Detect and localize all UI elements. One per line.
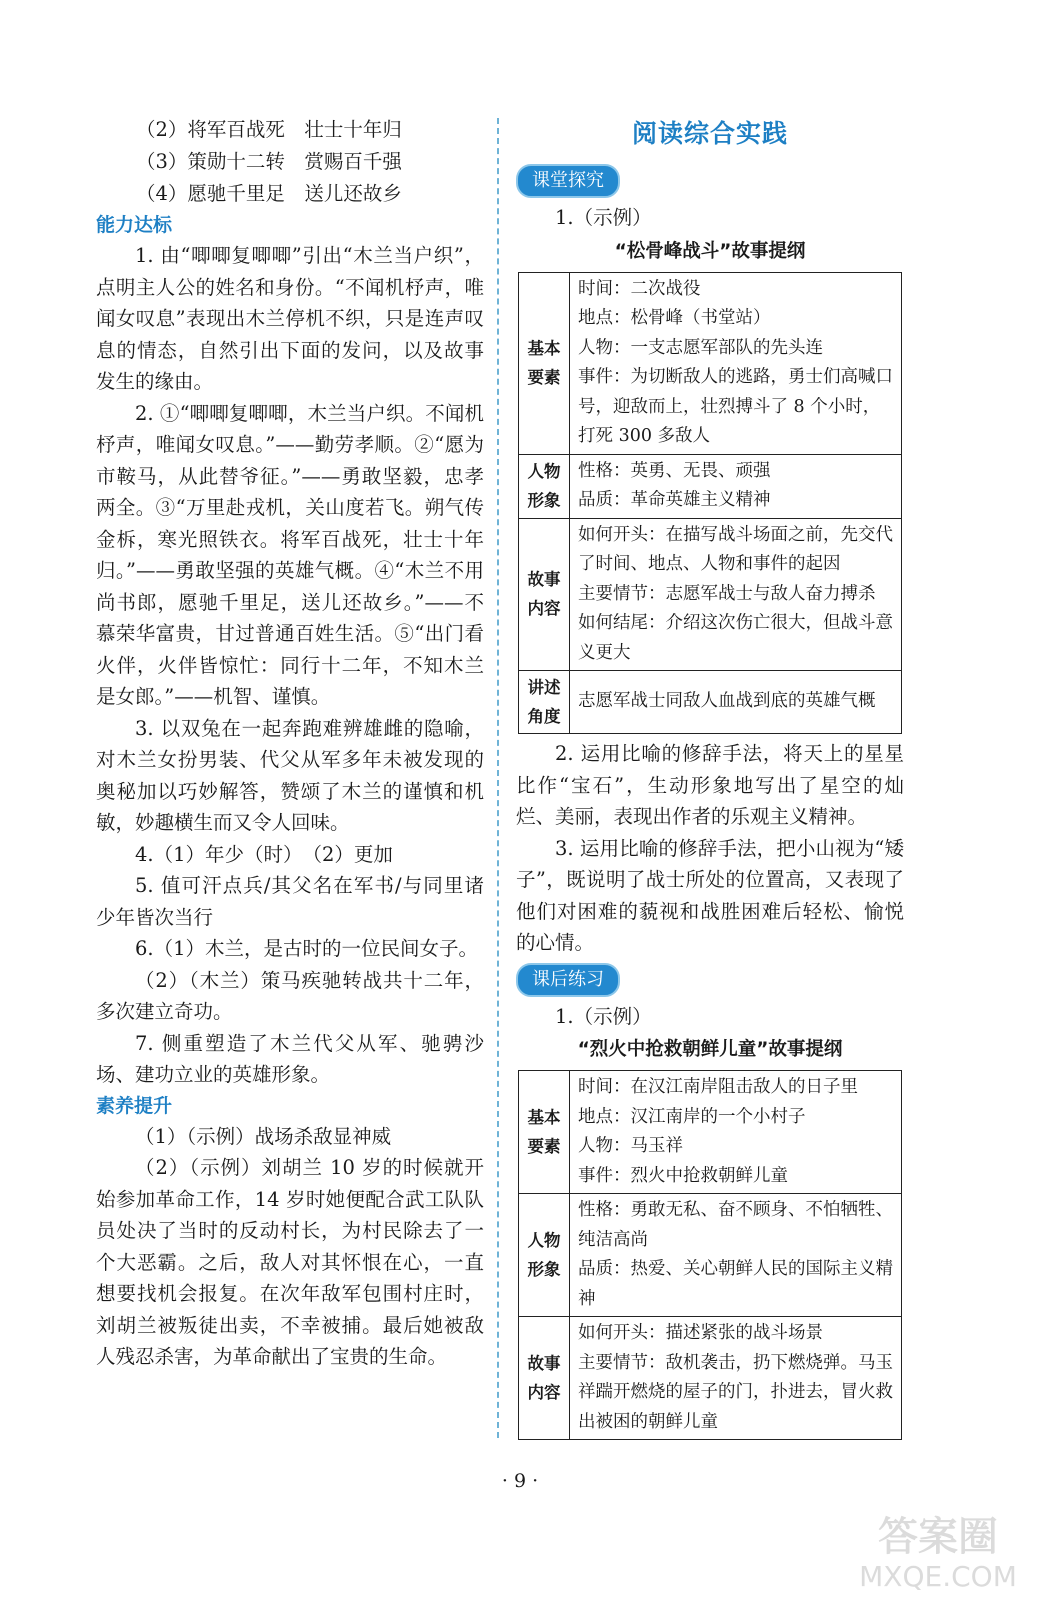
answer-5: 5. 值可汗点兵/其父名在军书/与同里诸少年皆次当行 (96, 874, 484, 929)
svg-text:答案圈: 答案圈 (878, 1514, 998, 1560)
page-number: · 9 · (501, 1470, 539, 1492)
answer-literacy-1: （1）（示例）战场杀敌显神威 (135, 1124, 392, 1148)
row-content: 时间：在汉江南岸阻击敌人的日子里 地点：汉江南岸的一个小村子 人物：马玉祥 事件：烈火中抢救朝鲜儿童 (570, 1071, 902, 1194)
answer-r4: 1.（示例） (555, 1004, 652, 1028)
answer-3: 3. 以双兔在一起奔跑难辨雄雌的隐喻，对木兰女扮男装、代父从军多年未被发现的奥秘加以巧妙解答，赞颂了木兰的谨慎和机敏，妙趣横生而又令人回味。 (96, 716, 484, 834)
row-content: 志愿军战士同敌人血战到底的英雄气概 (570, 671, 902, 734)
row-content: 时间：二次战役 地点：松骨峰（书堂站） 人物：一支志愿军部队的先头连 事件：为切断敌人的逃路，勇士们高喊口号，迎敌而上，壮烈搏斗了 8 个小时，打死 300 多敌人 (570, 272, 902, 454)
svg-text:MXQE.COM: MXQE.COM (859, 1560, 1017, 1593)
outline-table-2 (518, 1070, 902, 1440)
pill-homework: 课后练习 (516, 963, 620, 997)
pill-classroom: 课堂探究 (516, 164, 620, 198)
row-label: 人物 形象 (519, 1194, 570, 1317)
row-content: 性格：英勇、无畏、顽强 品质：革命英雄主义精神 (570, 454, 902, 518)
column-divider (497, 118, 499, 1438)
answer-6a: 6.（1）木兰，是古时的一位民间女子。 (135, 937, 479, 960)
table-row (519, 272, 902, 454)
answer-6b: （2）（木兰）策马疾驰转战共十二年，多次建立奇功。 (96, 968, 484, 1023)
outline-table-1 (518, 272, 902, 735)
answer-4: 4.（1）年少（时） （2）更加 (135, 842, 393, 866)
answer-r3: 3. 运用比喻的修辞手法，把小山视为“矮子”，既说明了战士所处的位置高，又表现了他们对困难的藐视和战胜困难后轻松、愉悦的心情。 (516, 836, 904, 954)
answer-r1: 1.（示例） (555, 206, 652, 229)
answer-7: 7. 侧重塑造了木兰代父从军、驰骋沙场、建功立业的英雄形象。 (96, 1031, 484, 1086)
row-content: 性格：勇敢无私、奋不顾身、不怕牺牲、纯洁高尚 品质：热爱、关心朝鲜人民的国际主义精神 (570, 1194, 902, 1317)
watermark-logo (848, 1502, 1028, 1594)
row-content: 如何开头：在描写战斗场面之前，先交代了时间、地点、人物和事件的起因 主要情节：志愿军战士与敌人奋力搏杀 如何结尾：介绍这次伤亡很大，但战斗意义更大 (570, 518, 902, 671)
row-label: 基本 要素 (519, 272, 570, 454)
row-label: 故事 内容 (519, 1317, 570, 1440)
right-column (516, 114, 904, 1444)
outline-title-1: “松骨峰战斗”故事提纲 (614, 240, 806, 262)
section-title: 阅读综合实践 (631, 119, 788, 148)
row-label: 讲述 角度 (519, 671, 570, 734)
poem-line: （4）愿驰千里足 送儿还故乡 (136, 182, 402, 205)
table-row (519, 1194, 902, 1317)
table-row (519, 671, 902, 734)
table-row (519, 1317, 902, 1440)
outline-title-2: “烈火中抢救朝鲜儿童”故事提纲 (577, 1039, 843, 1060)
answer-1: 1. 由“唧唧复唧唧”引出“木兰当户织”，点明主人公的姓名和身份。“不闻机杼声，唯闻女叹息”表现出木兰停机不织，只是连声叹息的情态，自然引出下面的发问，以及故事发生的缘由。 (96, 244, 484, 393)
left-column (96, 114, 484, 1373)
heading-literacy: 素养提升 (96, 1094, 173, 1117)
table-row (519, 454, 902, 518)
poem-line: （2）将军百战死 壮士十年归 (136, 118, 402, 141)
answer-literacy-2: （2）（示例）刘胡兰 10 岁的时候就开始参加革命工作，14 岁时她便配合武工队队员处决了当时的反动村长，为村民除去了一个大恶霸。之后，敌人对其怀恨在心，一直想要找机会报复。在次年敌军包围村庄时，刘胡兰被叛徒出卖，不幸被捕。最后她被敌人残忍杀害，为革命献出了宝贵的生命。 (96, 1156, 484, 1368)
poem-line: （3）策勋十二转 赏赐百千强 (136, 150, 402, 173)
answer-2: 2. ①“唧唧复唧唧，木兰当户织。不闻机杼声，唯闻女叹息。”——勤劳孝顺。②“愿为市鞍马，从此替爷征。”——勇敢坚毅，忠孝两全。③“万里赴戎机，关山度若飞。朔气传金柝，寒光照铁衣。将军百战死，壮士十年归。”——勇敢坚强的英雄气概。④“木兰不用尚书郎，愿驰千里足，送儿还故乡。”——不慕荣华富贵，甘过普通百姓生活。⑤“出门看火伴，火伴皆惊忙：同行十二年，不知木兰是女郎。”——机智、谨慎。 (96, 401, 484, 708)
answer-r2: 2. 运用比喻的修辞手法，将天上的星星比作“宝石”，生动形象地写出了星空的灿烂、美丽，表现出作者的乐观主义精神。 (516, 742, 904, 828)
row-label: 人物 形象 (519, 454, 570, 518)
table-row (519, 518, 902, 671)
row-content: 如何开头：描述紧张的战斗场景 主要情节：敌机袭击，扔下燃烧弹。马玉祥踹开燃烧的屋子的门，扑进去，冒火救出被困的朝鲜儿童 (570, 1317, 902, 1440)
heading-ability: 能力达标 (96, 214, 173, 236)
row-label: 基本 要素 (519, 1071, 570, 1194)
row-label: 故事 内容 (519, 518, 570, 671)
table-row (519, 1071, 902, 1194)
